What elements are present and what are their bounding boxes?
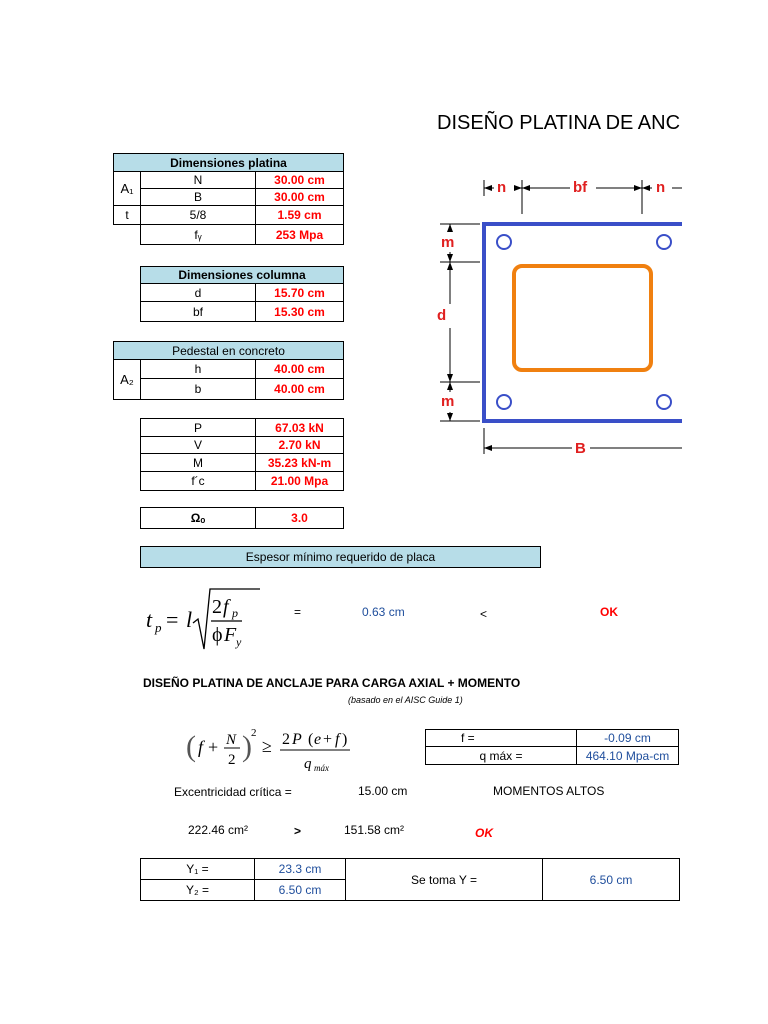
platina-label: B [141,189,256,206]
platina-header: Dimensiones platina [114,154,344,172]
q-value: 464.10 Mpa-cm [577,747,679,765]
area-compare: > [294,824,302,838]
columna-header: Dimensiones columna [141,267,344,284]
carga-value: 21.00 Mpa [256,472,344,491]
svg-text:+: + [323,731,333,748]
f-label: f = [426,730,577,747]
platina-value: 30.00 cm [256,172,344,189]
pedestal-table [113,341,344,400]
svg-text:y: y [236,635,242,649]
svg-text:t: t [146,607,153,632]
columna-value: 15.70 cm [256,284,344,302]
area-2: 151.58 cm² [344,823,405,837]
y1-value: 23.3 cm [255,859,346,880]
platina-value: 1.59 cm [256,206,344,225]
diagram-n-right: n [656,179,666,196]
svg-text:2: 2 [228,752,236,768]
diagram-n-left: n [497,179,507,196]
svg-text:f: f [198,737,204,757]
svg-text:(: ( [308,731,314,748]
y-value: 6.50 cm [543,859,680,901]
carga-value: 67.03 kN [256,419,344,437]
t-label: t [114,206,141,225]
espesor-header: Espesor mínimo requerido de placa [140,546,541,568]
diagram-m-top: m [441,234,455,251]
pedestal-label: h [141,360,256,379]
a2-label: A₂ [114,360,141,400]
svg-text:P: P [292,731,302,748]
svg-text:): ) [242,730,252,763]
svg-text:+: + [208,737,219,757]
platina-label: fᵧ [141,225,256,245]
anclaje-formula [186,722,368,774]
column-section [514,266,651,370]
bolt-hole [497,235,511,249]
carga-value: 35.23 kN-m [256,454,344,472]
empty-cell [114,225,141,245]
carga-label: M [141,454,256,472]
diagram-d: d [437,307,447,324]
espesor-value: 0.63 cm [362,605,405,619]
q-label: q máx = [426,747,577,765]
svg-text:N: N [226,732,237,748]
momentos-label: MOMENTOS ALTOS [493,784,605,798]
f-q-table [425,729,679,765]
diagram-m-bottom: m [441,393,455,410]
area-status: OK [475,826,493,840]
columna-label: d [141,284,256,302]
excentricidad-value: 15.00 cm [358,784,408,798]
y1-label: Y₁ = [141,859,255,880]
plate-diagram [420,170,682,470]
page-title: DISEÑO PLATINA DE ANC [437,112,681,134]
a1-label: A₁ [114,172,141,206]
svg-text:F: F [224,624,237,646]
f-value: -0.09 cm [577,730,679,747]
carga-label: f´c [141,472,256,491]
svg-text:=: = [166,607,179,632]
diagram-B: B [575,440,586,457]
svg-text:ϕ: ϕ [212,624,223,646]
y2-value: 6.50 cm [255,880,346,901]
svg-text:máx: máx [314,763,329,773]
pedestal-value: 40.00 cm [256,379,344,400]
columna-table [140,266,344,322]
svg-text:l: l [186,607,193,632]
platina-value: 253 Mpa [256,225,344,245]
espesor-compare: < [480,607,488,621]
area-1: 222.46 cm² [188,823,249,837]
platina-value: 30.00 cm [256,189,344,206]
espesor-eq-sign: = [294,605,302,619]
espesor-status: OK [600,605,618,619]
pedestal-label: b [141,379,256,400]
se-toma-label: Se toma Y = [346,859,543,901]
svg-text:2: 2 [212,596,222,618]
carga-label: V [141,437,256,454]
svg-text:f: f [335,731,340,748]
columna-label: bf [141,302,256,322]
svg-text:(: ( [186,730,196,763]
svg-text:f: f [223,596,229,618]
y2-label: Y₂ = [141,880,255,901]
platina-table [113,153,344,245]
omega-value: 3.0 [256,508,344,529]
bolt-hole [497,395,511,409]
excentricidad-label: Excentricidad crítica = [174,785,292,799]
omega-table [140,507,344,529]
pedestal-header: Pedestal en concreto [114,342,344,360]
svg-text:2: 2 [282,731,290,748]
y-table [140,858,680,901]
cargas-table [140,418,344,491]
anclaje-title: DISEÑO PLATINA DE ANCLAJE PARA CARGA AXIAL + MOMENTO [143,676,521,690]
svg-text:2: 2 [251,727,257,739]
bolt-hole [657,235,671,249]
svg-text:q: q [304,756,312,772]
svg-text:): ) [342,731,348,748]
svg-text:p: p [232,606,238,620]
bolt-hole [657,395,671,409]
pedestal-value: 40.00 cm [256,360,344,379]
svg-text:≥: ≥ [262,736,272,756]
tp-formula [142,585,267,655]
columna-value: 15.30 cm [256,302,344,322]
omega-label: Ωₒ [141,508,256,529]
carga-value: 2.70 kN [256,437,344,454]
svg-text:p: p [155,620,162,635]
carga-label: P [141,419,256,437]
platina-label: 5/8 [141,206,256,225]
diagram-bf: bf [573,179,588,196]
anclaje-subtitle: (basado en el AISC Guide 1) [348,695,463,705]
svg-text:e: e [314,731,322,748]
platina-label: N [141,172,256,189]
